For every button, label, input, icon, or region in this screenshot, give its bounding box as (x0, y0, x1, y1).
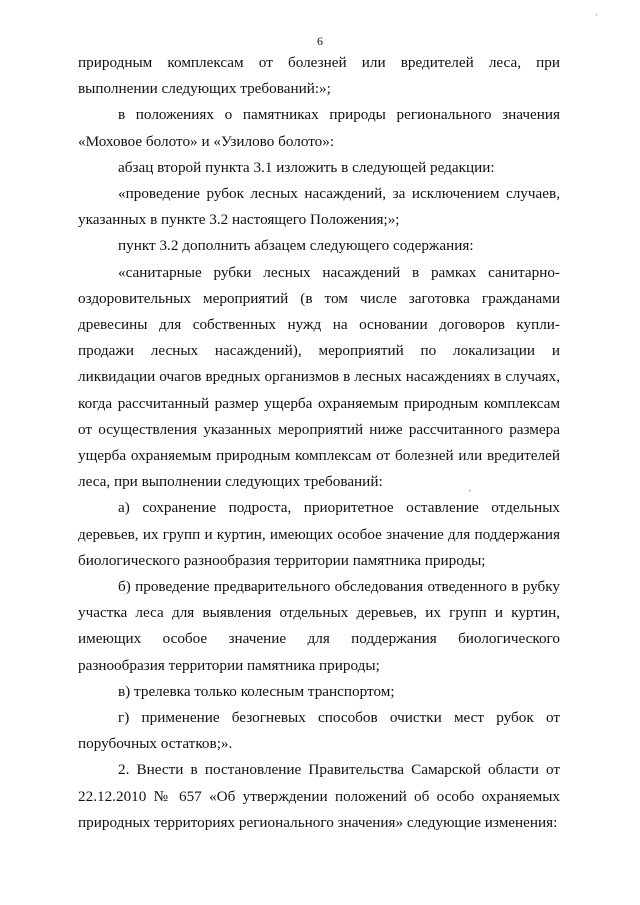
paragraph-section-2: 2. Внести в постановление Правительства Самарской области от 22.12.2010 № 657 «Об утверждении положений об особо охраняемых природных территориях регионального значения» следующие изменения: (78, 761, 560, 831)
list-item-v: в) трелевка только колесным транспортом; (118, 682, 395, 700)
paragraph-continuation: природным комплексам от болезней или вредителей леса, при выполнении следующих требований:»; (78, 54, 560, 98)
scan-speck: ˈ (595, 12, 599, 24)
paragraph-logging-exception: «проведение рубок лесных насаждений, за исключением случаев, указанных в пункте 3.2 настоящего Положения;»; (78, 185, 560, 229)
paragraph-clause-3-2: пункт 3.2 дополнить абзацем следующего содержания: (118, 237, 474, 255)
list-item-g: г) применение безогневых способов очистки мест рубок от порубочных остатков;». (78, 709, 560, 753)
list-item-b: б) проведение предварительного обследования отведенного в рубку участка леса для выявления отдельных деревьев, их групп и куртин, имеющих особое значение для поддержания биологического разнообразия территории памятника природы; (78, 578, 560, 674)
document-body (78, 50, 560, 836)
paragraph-sanitary-logging: «санитарные рубки лесных насаждений в рамках санитарно-оздоровительных мероприятий (в том числе заготовка гражданами древесины для собственных нужд на основании договоров купли-продажи лесных насаждений), мероприятий по локализации и ликвидации очагов вредных организмов в лесных насаждениях в случаях, когда рассчитанный размер ущерба охраняемым природным комплексам от осуществления указанных мероприятий ниже рассчитанного размера ущерба охраняемым природным комплексам от болезней или вредителей леса, при выполнении следующих требований: (78, 263, 560, 491)
list-item-a: а) сохранение подроста, приоритетное оставление отдельных деревьев, их групп и куртин, имеющих особое значение для поддержания биологического разнообразия территории памятника природы; (78, 499, 560, 569)
page-number: 6 (317, 34, 323, 48)
paragraph-clause-3-1: абзац второй пункта 3.1 изложить в следующей редакции: (118, 158, 495, 176)
scan-speck: ˎ (468, 480, 472, 492)
paragraph-monument-provisions: в положениях о памятниках природы регионального значения «Моховое болото» и «Узилово болото»: (78, 106, 560, 150)
